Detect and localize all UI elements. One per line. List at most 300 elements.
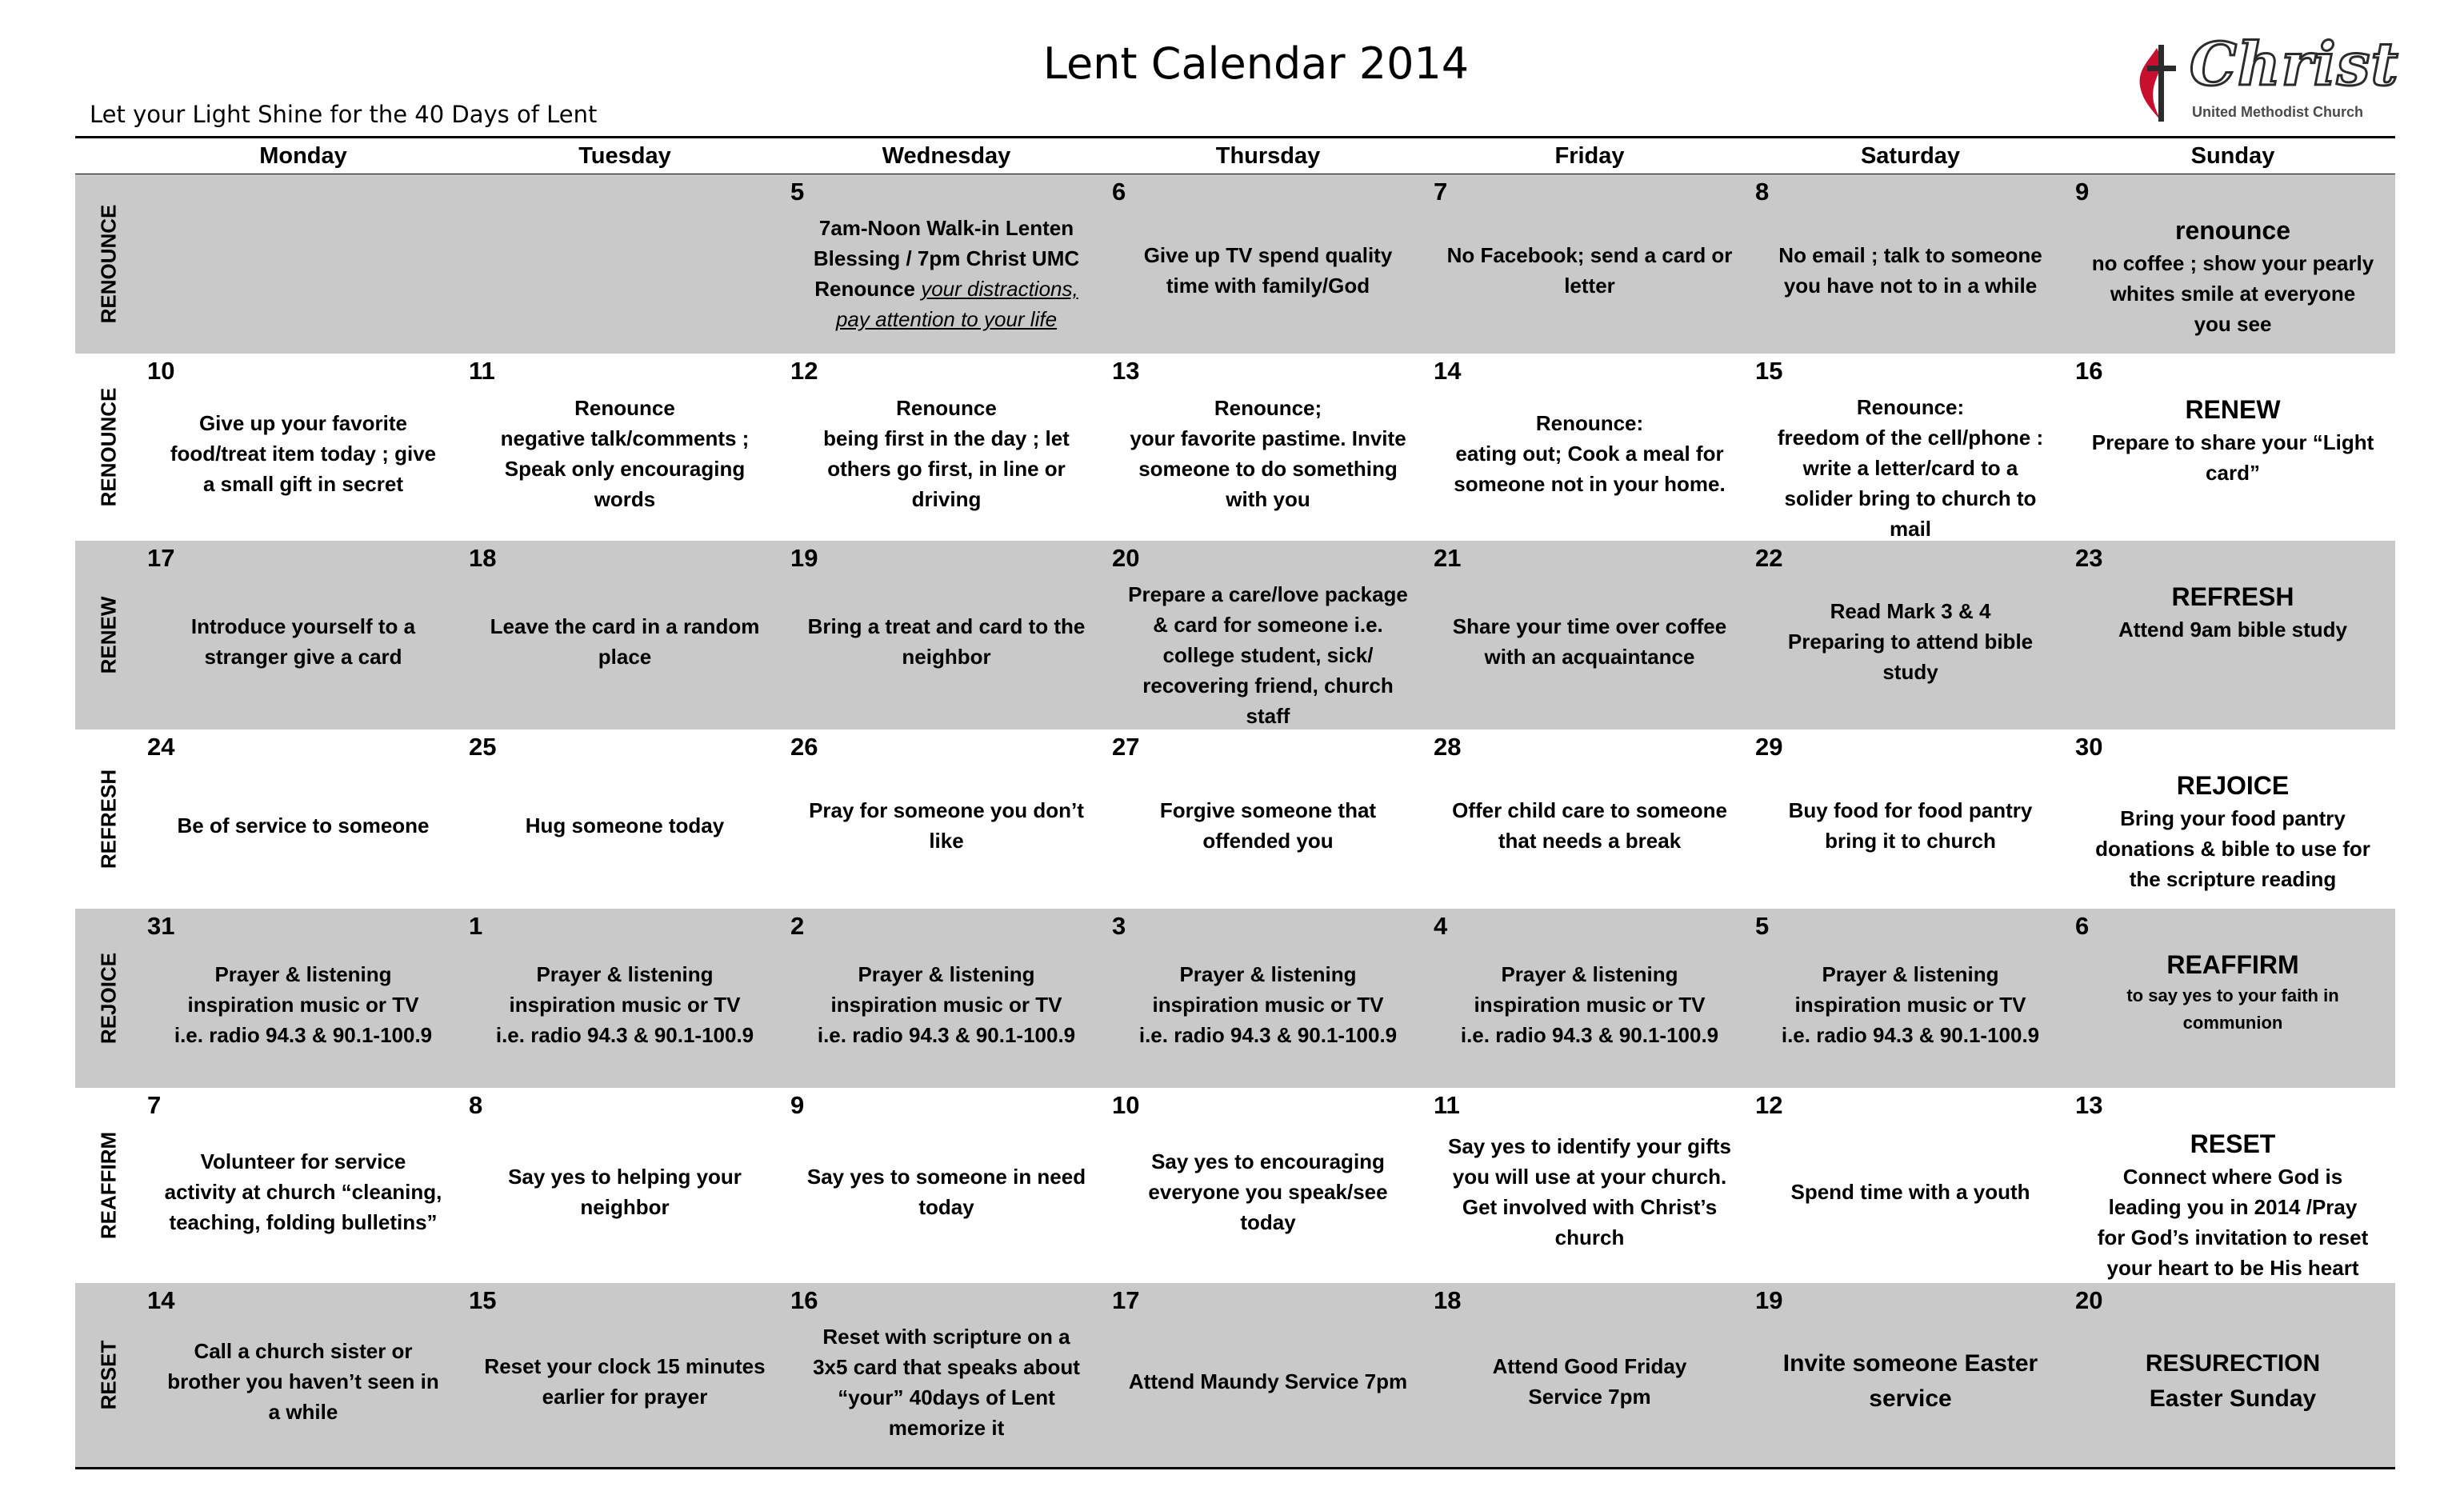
day-cell bbox=[2070, 909, 2395, 1088]
day-number: 29 bbox=[1755, 733, 1783, 761]
activity-line: you have not to in a while bbox=[1783, 274, 2038, 298]
activity-line: inspiration music or TV bbox=[1794, 993, 2026, 1017]
activity-line: neighbor bbox=[902, 645, 991, 669]
week-theme-text: RENEW bbox=[96, 596, 121, 674]
day-number: 20 bbox=[1112, 544, 1140, 572]
activity-line: Preparing to attend bible bbox=[1787, 630, 2034, 654]
day-number: 13 bbox=[2075, 1091, 2103, 1119]
activity-line: Connect where God is bbox=[2122, 1165, 2343, 1189]
day-cell bbox=[1429, 730, 1750, 909]
activity-line: study bbox=[1882, 660, 1938, 684]
day-number: 23 bbox=[2075, 544, 2103, 572]
weekday-header-saturday: Saturday bbox=[1860, 143, 1961, 169]
activity-line: Hug someone today bbox=[525, 813, 725, 837]
day-cell bbox=[464, 1283, 786, 1467]
day-number: 14 bbox=[147, 1286, 175, 1314]
week-theme-label bbox=[75, 730, 142, 909]
day-cell bbox=[786, 541, 1107, 730]
activity-line: brother you haven’t seen in bbox=[167, 1369, 439, 1393]
day-number: 6 bbox=[1112, 178, 1126, 206]
day-number: 7 bbox=[147, 1091, 162, 1119]
page-subtitle: Let your Light Shine for the 40 Days of Lent bbox=[90, 101, 598, 128]
activity-line: donations & bible to use for bbox=[2095, 837, 2370, 861]
activity-line: church bbox=[1554, 1225, 1625, 1249]
day-number: 9 bbox=[2075, 178, 2090, 206]
day-theme: REAFFIRM bbox=[2166, 950, 2299, 979]
activity-line: No email ; talk to someone bbox=[1778, 243, 2042, 267]
day-activity bbox=[1429, 408, 1750, 499]
activity-line: Attend Maundy Service 7pm bbox=[1128, 1369, 1408, 1393]
activity-line: Prayer & listening bbox=[1822, 962, 1999, 986]
weekday-header-sunday: Sunday bbox=[2190, 143, 2275, 169]
activity-line: Prayer & listening bbox=[1179, 962, 1357, 986]
day-cell bbox=[464, 730, 786, 909]
activity-emphasis-line: pay attention to your life bbox=[835, 307, 1058, 331]
day-activity bbox=[1107, 240, 1429, 301]
activity-line: i.e. radio 94.3 & 90.1-100.9 bbox=[1781, 1023, 2040, 1047]
day-activity bbox=[1107, 1366, 1429, 1397]
day-cell bbox=[786, 730, 1107, 909]
day-activity bbox=[464, 611, 786, 672]
day-number: 4 bbox=[1434, 912, 1448, 940]
day-cell bbox=[1429, 174, 1750, 354]
week-theme-label bbox=[75, 909, 142, 1088]
day-cell bbox=[142, 1283, 464, 1467]
activity-line: Say yes to someone in need bbox=[806, 1165, 1086, 1189]
day-number: 15 bbox=[1755, 357, 1783, 385]
weekday-header-monday: Monday bbox=[259, 143, 347, 169]
activity-line: Give up TV spend quality bbox=[1143, 243, 1393, 267]
day-activity bbox=[786, 959, 1107, 1050]
day-activity bbox=[2070, 579, 2395, 645]
day-number: 11 bbox=[1434, 1091, 1460, 1119]
day-activity bbox=[1429, 1131, 1750, 1253]
activity-line: Service 7pm bbox=[1528, 1385, 1651, 1409]
day-activity bbox=[2070, 1346, 2395, 1417]
activity-line: inspiration music or TV bbox=[187, 993, 419, 1017]
day-number: 13 bbox=[1112, 357, 1140, 385]
day-number: 1 bbox=[469, 912, 483, 940]
activity-line: Prepare to share your “Light bbox=[2091, 430, 2374, 454]
day-number: 20 bbox=[2075, 1286, 2103, 1314]
day-number: 16 bbox=[790, 1286, 818, 1314]
day-number: 25 bbox=[469, 733, 497, 761]
activity-line: Reset with scripture on a bbox=[822, 1325, 1070, 1349]
weekday-header-row bbox=[75, 138, 2395, 174]
day-cell bbox=[2070, 1088, 2395, 1283]
activity-line: place bbox=[598, 645, 652, 669]
activity-line: someone to do something bbox=[1138, 457, 1398, 481]
week-theme-label bbox=[75, 174, 142, 354]
day-activity bbox=[786, 1321, 1107, 1443]
day-cell bbox=[1750, 354, 2070, 541]
day-activity bbox=[1750, 1346, 2070, 1417]
day-number: 18 bbox=[469, 544, 497, 572]
day-cell bbox=[464, 909, 786, 1088]
day-number: 22 bbox=[1755, 544, 1783, 572]
day-activity bbox=[786, 393, 1107, 514]
week-theme-text: RENOUNCE bbox=[96, 204, 121, 324]
day-number: 27 bbox=[1112, 733, 1140, 761]
day-activity bbox=[786, 1161, 1107, 1222]
activity-line: Prayer & listening bbox=[1501, 962, 1678, 986]
day-activity bbox=[1750, 596, 2070, 687]
day-number: 15 bbox=[469, 1286, 497, 1314]
activity-line: Invite someone Easter bbox=[1782, 1350, 2038, 1377]
activity-line: Pray for someone you don’t bbox=[809, 798, 1084, 822]
activity-line: inspiration music or TV bbox=[830, 993, 1062, 1017]
activity-line: Bring your food pantry bbox=[2120, 806, 2346, 830]
day-theme: renounce bbox=[2174, 216, 2291, 245]
activity-line: Renounce bbox=[574, 396, 675, 420]
activity-line: No Facebook; send a card or bbox=[1446, 243, 1733, 267]
weekday-header-thursday: Thursday bbox=[1215, 143, 1321, 169]
day-number: 18 bbox=[1434, 1286, 1462, 1314]
week-row bbox=[75, 174, 2395, 354]
activity-line: everyone you speak/see bbox=[1148, 1180, 1388, 1204]
church-logo bbox=[2130, 30, 2399, 130]
activity-line: inspiration music or TV bbox=[1152, 993, 1384, 1017]
activity-line: solider bring to church to bbox=[1784, 486, 2037, 510]
day-cell bbox=[464, 1088, 786, 1283]
activity-line: “your” 40days of Lent bbox=[838, 1385, 1055, 1409]
day-number: 16 bbox=[2075, 357, 2103, 385]
activity-line: Prayer & listening bbox=[858, 962, 1035, 986]
day-theme: REFRESH bbox=[2171, 582, 2294, 611]
activity-line: Volunteer for service bbox=[200, 1149, 406, 1173]
day-activity bbox=[1429, 795, 1750, 856]
activity-line: write a letter/card to a bbox=[1802, 456, 2018, 480]
day-activity bbox=[2070, 392, 2395, 488]
day-cell bbox=[2070, 174, 2395, 354]
activity-line: communion bbox=[2182, 1013, 2283, 1033]
day-cell bbox=[1429, 541, 1750, 730]
day-cell bbox=[1107, 1088, 1429, 1283]
activity-line: RESURECTION bbox=[2145, 1350, 2321, 1377]
day-cell bbox=[464, 174, 786, 354]
activity-line: Share your time over coffee bbox=[1452, 614, 1727, 638]
day-activity bbox=[1107, 579, 1429, 731]
day-number: 31 bbox=[147, 912, 175, 940]
day-number: 7 bbox=[1434, 178, 1448, 206]
day-activity bbox=[142, 408, 464, 499]
activity-prefix: Renounce bbox=[814, 277, 922, 301]
activity-line: recovering friend, church bbox=[1142, 674, 1394, 698]
day-number: 17 bbox=[147, 544, 175, 572]
day-cell bbox=[786, 1088, 1107, 1283]
day-activity bbox=[786, 611, 1107, 672]
week-theme-label bbox=[75, 354, 142, 541]
activity-line: being first in the day ; let bbox=[823, 426, 1070, 450]
activity-line: i.e. radio 94.3 & 90.1-100.9 bbox=[1460, 1023, 1719, 1047]
day-activity bbox=[1107, 959, 1429, 1050]
day-number: 30 bbox=[2075, 733, 2103, 761]
day-number: 10 bbox=[147, 357, 175, 385]
activity-line: Offer child care to someone bbox=[1452, 798, 1727, 822]
day-activity bbox=[142, 810, 464, 841]
week-row bbox=[75, 541, 2395, 730]
activity-line: letter bbox=[1564, 274, 1615, 298]
day-activity bbox=[1107, 1146, 1429, 1237]
day-activity bbox=[142, 1336, 464, 1427]
day-cell bbox=[1750, 730, 2070, 909]
day-number: 19 bbox=[1755, 1286, 1783, 1314]
day-cell bbox=[1429, 1283, 1750, 1467]
week-theme-text: REFRESH bbox=[96, 769, 121, 869]
activity-line: Say yes to helping your bbox=[508, 1165, 742, 1189]
day-number: 3 bbox=[1112, 912, 1126, 940]
activity-line: Get involved with Christ’s bbox=[1462, 1195, 1718, 1219]
activity-line: stranger give a card bbox=[204, 645, 402, 669]
activity-line: to say yes to your faith in bbox=[2126, 985, 2339, 1005]
day-cell bbox=[786, 354, 1107, 541]
activity-line: Introduce yourself to a bbox=[190, 614, 416, 638]
day-activity bbox=[1107, 393, 1429, 514]
day-cell bbox=[1107, 730, 1429, 909]
day-number: 9 bbox=[790, 1091, 805, 1119]
activity-line: Forgive someone that bbox=[1159, 798, 1377, 822]
activity-line: Say yes to encouraging bbox=[1151, 1149, 1385, 1173]
activity-line: Call a church sister or bbox=[194, 1339, 413, 1363]
week-row bbox=[75, 1283, 2395, 1467]
day-activity bbox=[2070, 213, 2395, 339]
day-cell bbox=[1750, 174, 2070, 354]
activity-line: memorize it bbox=[888, 1416, 1005, 1440]
activity-line: whites smile at everyone bbox=[2110, 282, 2356, 306]
day-cell bbox=[1107, 541, 1429, 730]
activity-line: earlier for prayer bbox=[542, 1385, 708, 1409]
day-activity bbox=[786, 213, 1107, 334]
activity-line: i.e. radio 94.3 & 90.1-100.9 bbox=[817, 1023, 1076, 1047]
activity-line: like bbox=[929, 829, 964, 853]
day-activity bbox=[786, 795, 1107, 856]
activity-line: Say yes to identify your gifts bbox=[1448, 1134, 1731, 1158]
day-cell bbox=[2070, 541, 2395, 730]
activity-line: teaching, folding bulletins” bbox=[169, 1210, 438, 1234]
day-activity bbox=[464, 959, 786, 1050]
activity-line: inspiration music or TV bbox=[509, 993, 741, 1017]
day-cell bbox=[142, 174, 464, 354]
activity-line: your heart to be His heart bbox=[2106, 1256, 2359, 1280]
day-cell bbox=[142, 909, 464, 1088]
activity-line: for God’s invitation to reset bbox=[2097, 1225, 2369, 1249]
day-activity bbox=[1750, 240, 2070, 301]
day-cell bbox=[142, 354, 464, 541]
day-activity bbox=[464, 1161, 786, 1222]
day-activity bbox=[2070, 1126, 2395, 1283]
logo-wordmark: Christ bbox=[2190, 30, 2399, 99]
day-cell bbox=[2070, 1283, 2395, 1467]
activity-line bbox=[789, 274, 1104, 304]
day-number: 10 bbox=[1112, 1091, 1140, 1119]
day-activity bbox=[142, 1146, 464, 1237]
day-cell bbox=[1107, 174, 1429, 354]
cross-flame-icon bbox=[2130, 40, 2186, 128]
bottom-rule bbox=[75, 1467, 2395, 1469]
day-cell bbox=[786, 174, 1107, 354]
activity-line: neighbor bbox=[580, 1195, 670, 1219]
activity-line: Blessing / 7pm Christ UMC bbox=[813, 246, 1080, 270]
activity-line: Spend time with a youth bbox=[1790, 1180, 2030, 1204]
activity-line: Buy food for food pantry bbox=[1788, 798, 2033, 822]
day-number: 8 bbox=[469, 1091, 483, 1119]
activity-line: Read Mark 3 & 4 bbox=[1830, 599, 1991, 623]
day-cell bbox=[2070, 354, 2395, 541]
week-theme-text: RENOUNCE bbox=[96, 387, 121, 507]
activity-line: activity at church “cleaning, bbox=[164, 1180, 442, 1204]
day-activity bbox=[1750, 795, 2070, 856]
activity-line: today bbox=[918, 1195, 974, 1219]
activity-line: a while bbox=[268, 1400, 338, 1424]
activity-line: Be of service to someone bbox=[177, 813, 430, 837]
day-theme: RESET bbox=[2190, 1129, 2276, 1158]
activity-line: service bbox=[1869, 1385, 1952, 1412]
activity-line: others go first, in line or bbox=[827, 457, 1066, 481]
activity-line: & card for someone i.e. bbox=[1153, 613, 1383, 637]
activity-line: Speak only encouraging bbox=[504, 457, 746, 481]
activity-line: i.e. radio 94.3 & 90.1-100.9 bbox=[174, 1023, 433, 1047]
activity-line: today bbox=[1240, 1210, 1296, 1234]
activity-line: i.e. radio 94.3 & 90.1-100.9 bbox=[1138, 1023, 1398, 1047]
activity-line: Prayer & listening bbox=[214, 962, 392, 986]
activity-line: Easter Sunday bbox=[2149, 1385, 2317, 1412]
activity-line: college student, sick/ bbox=[1162, 643, 1374, 667]
week-theme-text: RESET bbox=[96, 1340, 121, 1410]
activity-line: Renounce; bbox=[1214, 396, 1322, 420]
activity-line: Bring a treat and card to the bbox=[807, 614, 1086, 638]
activity-line: Renounce: bbox=[1535, 411, 1644, 435]
day-cell bbox=[1429, 354, 1750, 541]
activity-line: someone not in your home. bbox=[1454, 472, 1726, 496]
day-cell bbox=[1107, 909, 1429, 1088]
activity-line: card” bbox=[2206, 461, 2260, 485]
activity-line: i.e. radio 94.3 & 90.1-100.9 bbox=[495, 1023, 754, 1047]
day-theme: REJOICE bbox=[2176, 771, 2290, 800]
activity-line: Prepare a care/love package bbox=[1128, 582, 1408, 606]
day-number: 14 bbox=[1434, 357, 1462, 385]
day-number: 11 bbox=[469, 357, 495, 385]
activity-line: leading you in 2014 /Pray bbox=[2108, 1195, 2358, 1219]
day-activity bbox=[2070, 768, 2395, 894]
week-theme-text: REAFFIRM bbox=[96, 1131, 121, 1240]
day-cell bbox=[464, 541, 786, 730]
day-activity bbox=[464, 1351, 786, 1412]
day-activity bbox=[464, 393, 786, 514]
activity-line: Give up your favorite bbox=[198, 411, 408, 435]
day-cell bbox=[1750, 909, 2070, 1088]
activity-line: negative talk/comments ; bbox=[500, 426, 750, 450]
activity-line: offended you bbox=[1202, 829, 1334, 853]
activity-line: a small gift in secret bbox=[203, 472, 403, 496]
day-cell bbox=[1107, 354, 1429, 541]
day-theme: RENEW bbox=[2185, 395, 2281, 424]
day-number: 19 bbox=[790, 544, 818, 572]
day-cell bbox=[786, 909, 1107, 1088]
day-activity bbox=[1429, 1351, 1750, 1412]
day-activity bbox=[142, 611, 464, 672]
week-theme-label bbox=[75, 1088, 142, 1283]
activity-line: Attend Good Friday bbox=[1492, 1354, 1687, 1378]
week-theme-label bbox=[75, 1283, 142, 1467]
day-cell bbox=[1429, 1088, 1750, 1283]
activity-line: that needs a break bbox=[1498, 829, 1682, 853]
page-title: Lent Calendar 2014 bbox=[1042, 38, 1470, 89]
activity-line: Prayer & listening bbox=[536, 962, 714, 986]
weekday-header-wednesday: Wednesday bbox=[882, 143, 1011, 169]
day-activity bbox=[1107, 795, 1429, 856]
activity-line: mail bbox=[1889, 517, 1932, 541]
day-cell bbox=[1429, 909, 1750, 1088]
day-cell bbox=[786, 1283, 1107, 1467]
activity-line: driving bbox=[911, 487, 982, 511]
day-activity bbox=[1750, 392, 2070, 544]
day-activity bbox=[1429, 240, 1750, 301]
week-theme-text: REJOICE bbox=[96, 952, 121, 1045]
day-number: 8 bbox=[1755, 178, 1770, 206]
activity-line: Reset your clock 15 minutes bbox=[484, 1354, 766, 1378]
activity-line: Renounce: bbox=[1856, 395, 1965, 419]
activity-line: no coffee ; show your pearly bbox=[2091, 251, 2374, 275]
day-cell bbox=[142, 730, 464, 909]
day-cell bbox=[1107, 1283, 1429, 1467]
activity-line: staff bbox=[1246, 704, 1290, 728]
day-number: 26 bbox=[790, 733, 818, 761]
activity-line: Attend 9am bible study bbox=[2118, 618, 2348, 642]
activity-emphasis: your distractions, bbox=[921, 277, 1078, 301]
activity-line: with you bbox=[1226, 487, 1310, 511]
day-activity bbox=[2070, 947, 2395, 1037]
day-activity bbox=[1750, 1177, 2070, 1207]
weekday-header-friday: Friday bbox=[1554, 143, 1625, 169]
week-theme-label bbox=[75, 541, 142, 730]
day-number: 5 bbox=[1755, 912, 1770, 940]
day-number: 17 bbox=[1112, 1286, 1140, 1314]
activity-line: 3x5 card that speaks about bbox=[813, 1355, 1080, 1379]
activity-line: inspiration music or TV bbox=[1474, 993, 1706, 1017]
activity-line: time with family/God bbox=[1166, 274, 1370, 298]
activity-line: freedom of the cell/phone : bbox=[1777, 426, 2044, 450]
activity-line: your favorite pastime. Invite bbox=[1130, 426, 1406, 450]
activity-line: Leave the card in a random bbox=[490, 614, 760, 638]
activity-line: eating out; Cook a meal for bbox=[1455, 442, 1724, 466]
activity-line: bring it to church bbox=[1825, 829, 1996, 853]
day-cell bbox=[142, 541, 464, 730]
day-cell bbox=[1750, 541, 2070, 730]
week-row bbox=[75, 1088, 2395, 1283]
activity-line: 7am-Noon Walk-in Lenten bbox=[818, 216, 1074, 240]
day-activity bbox=[1750, 959, 2070, 1050]
logo-subtitle: United Methodist Church bbox=[2192, 104, 2363, 120]
day-number: 24 bbox=[147, 733, 175, 761]
activity-line: you see bbox=[2194, 312, 2272, 336]
day-cell bbox=[142, 1088, 464, 1283]
day-activity bbox=[1429, 611, 1750, 672]
day-number: 6 bbox=[2075, 912, 2090, 940]
day-number: 12 bbox=[790, 357, 818, 385]
day-number: 2 bbox=[790, 912, 805, 940]
week-row bbox=[75, 354, 2395, 541]
day-activity bbox=[142, 959, 464, 1050]
day-activity bbox=[1429, 959, 1750, 1050]
week-row bbox=[75, 909, 2395, 1088]
activity-line: you will use at your church. bbox=[1452, 1165, 1727, 1189]
activity-line: food/treat item today ; give bbox=[170, 442, 437, 466]
day-number: 28 bbox=[1434, 733, 1462, 761]
day-cell bbox=[1750, 1088, 2070, 1283]
activity-line: Renounce bbox=[896, 396, 997, 420]
weekday-header-tuesday: Tuesday bbox=[578, 143, 671, 169]
day-cell bbox=[1750, 1283, 2070, 1467]
